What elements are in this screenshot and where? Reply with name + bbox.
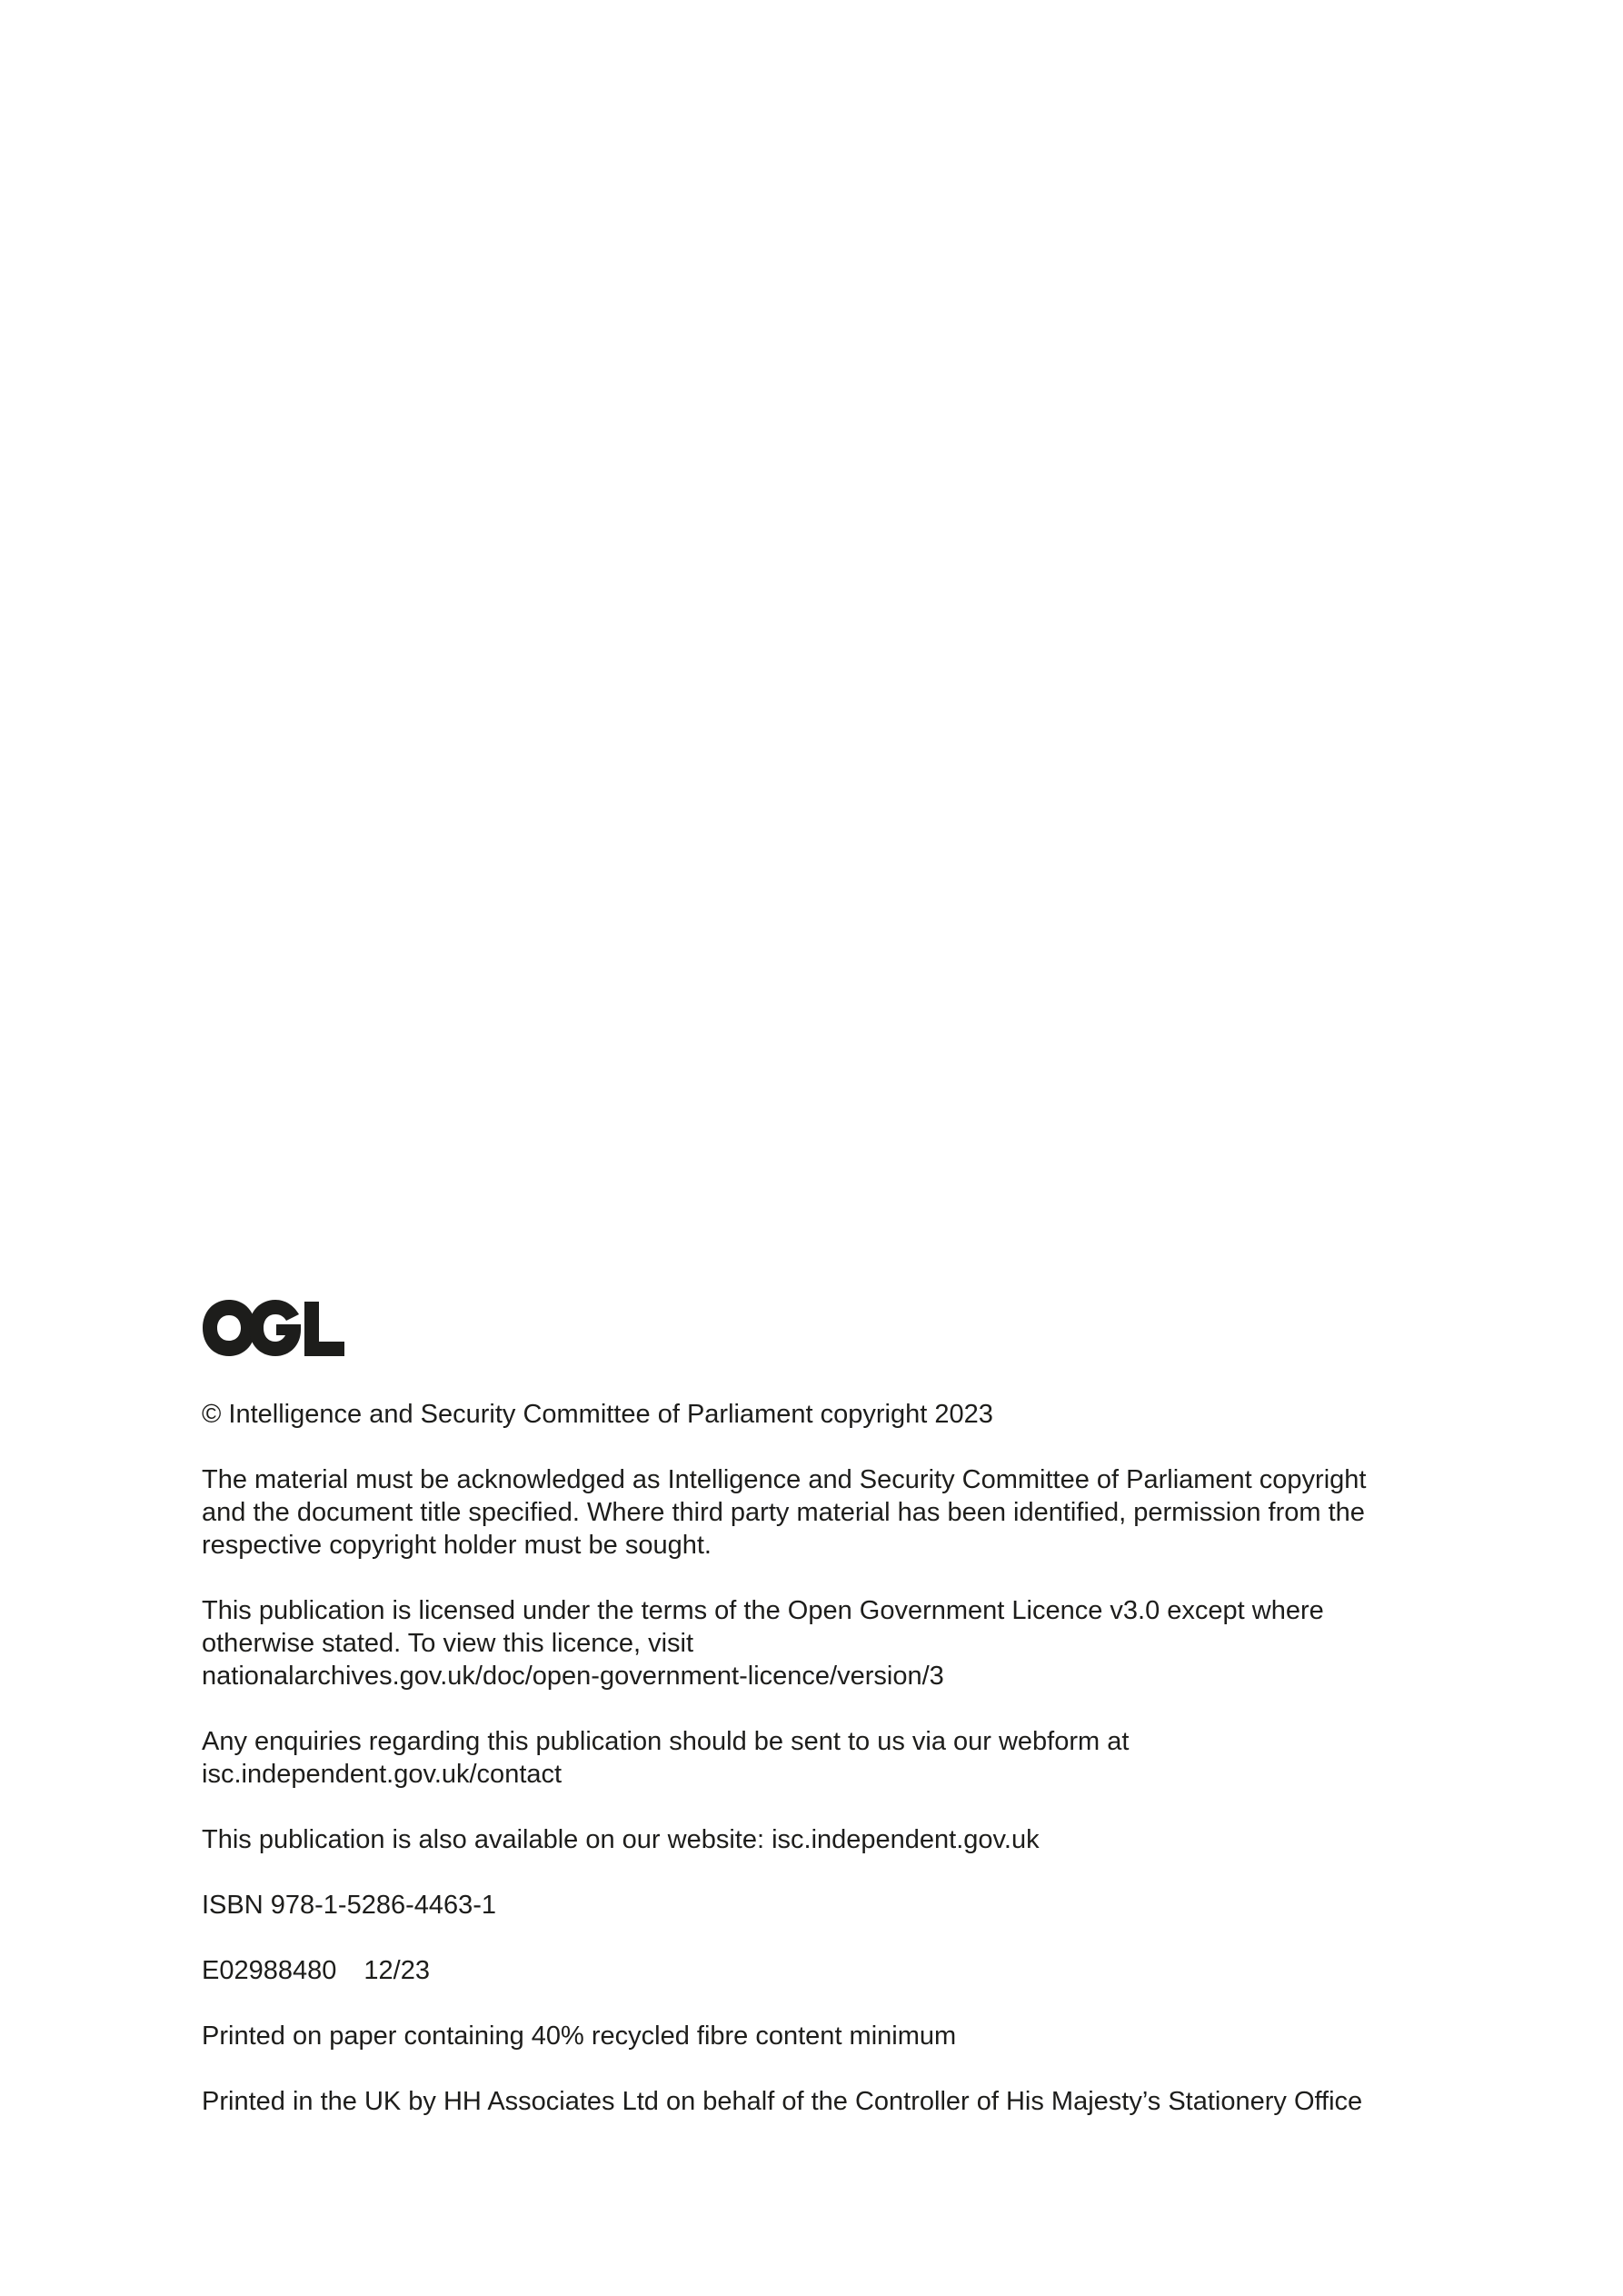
enquiries-line: Any enquiries regarding this publication should be sent to us via our webform at	[202, 1727, 1130, 1756]
website-text: This publication is also available on our website: isc.independent.gov.uk	[202, 1825, 1040, 1854]
printer-paragraph	[202, 2085, 1474, 2118]
enquiries-paragraph	[202, 1725, 1474, 1791]
acknowledgement-line: The material must be acknowledged as Intelligence and Security Committee of Parliament copyright	[202, 1465, 1367, 1494]
acknowledgement-line: and the document title specified. Where third party material has been identified, permission from the	[202, 1498, 1365, 1527]
enquiries-url: isc.independent.gov.uk/contact	[202, 1760, 563, 1789]
product-code-line	[202, 1954, 1474, 1987]
product-code-paragraph	[202, 1954, 1474, 1987]
isbn-text: ISBN 978-1-5286-4463-1	[202, 1891, 497, 1920]
imprint-block	[202, 1298, 1474, 2151]
licence-paragraph	[202, 1594, 1474, 1692]
ogl-logo-icon	[202, 1298, 345, 1358]
licence-url: nationalarchives.gov.uk/doc/open-government-licence/version/3	[202, 1662, 944, 1691]
licence-line: otherwise stated. To view this licence, visit	[202, 1629, 694, 1658]
copyright-notice	[202, 1398, 1474, 1431]
product-date: 12/23	[363, 1956, 430, 1985]
copyright-text: © Intelligence and Security Committee of Parliament copyright 2023	[202, 1400, 993, 1429]
paper-paragraph	[202, 2020, 1474, 2052]
acknowledgement-line: respective copyright holder must be sought.	[202, 1531, 712, 1560]
ogl-logo	[202, 1298, 345, 1358]
acknowledgement-paragraph	[202, 1463, 1474, 1562]
product-code: E02988480	[202, 1956, 337, 1985]
isbn-paragraph	[202, 1889, 1474, 1922]
paper-text: Printed on paper containing 40% recycled fibre content minimum	[202, 2021, 957, 2051]
printer-text: Printed in the UK by HH Associates Ltd on behalf of the Controller of His Majesty’s Stationery Office	[202, 2087, 1363, 2116]
website-paragraph	[202, 1823, 1474, 1856]
ogl-letter-g	[249, 1300, 301, 1356]
ogl-letter-l	[304, 1302, 344, 1356]
ogl-letter-o	[203, 1300, 255, 1356]
licence-line: This publication is licensed under the terms of the Open Government Licence v3.0 except where	[202, 1596, 1324, 1625]
